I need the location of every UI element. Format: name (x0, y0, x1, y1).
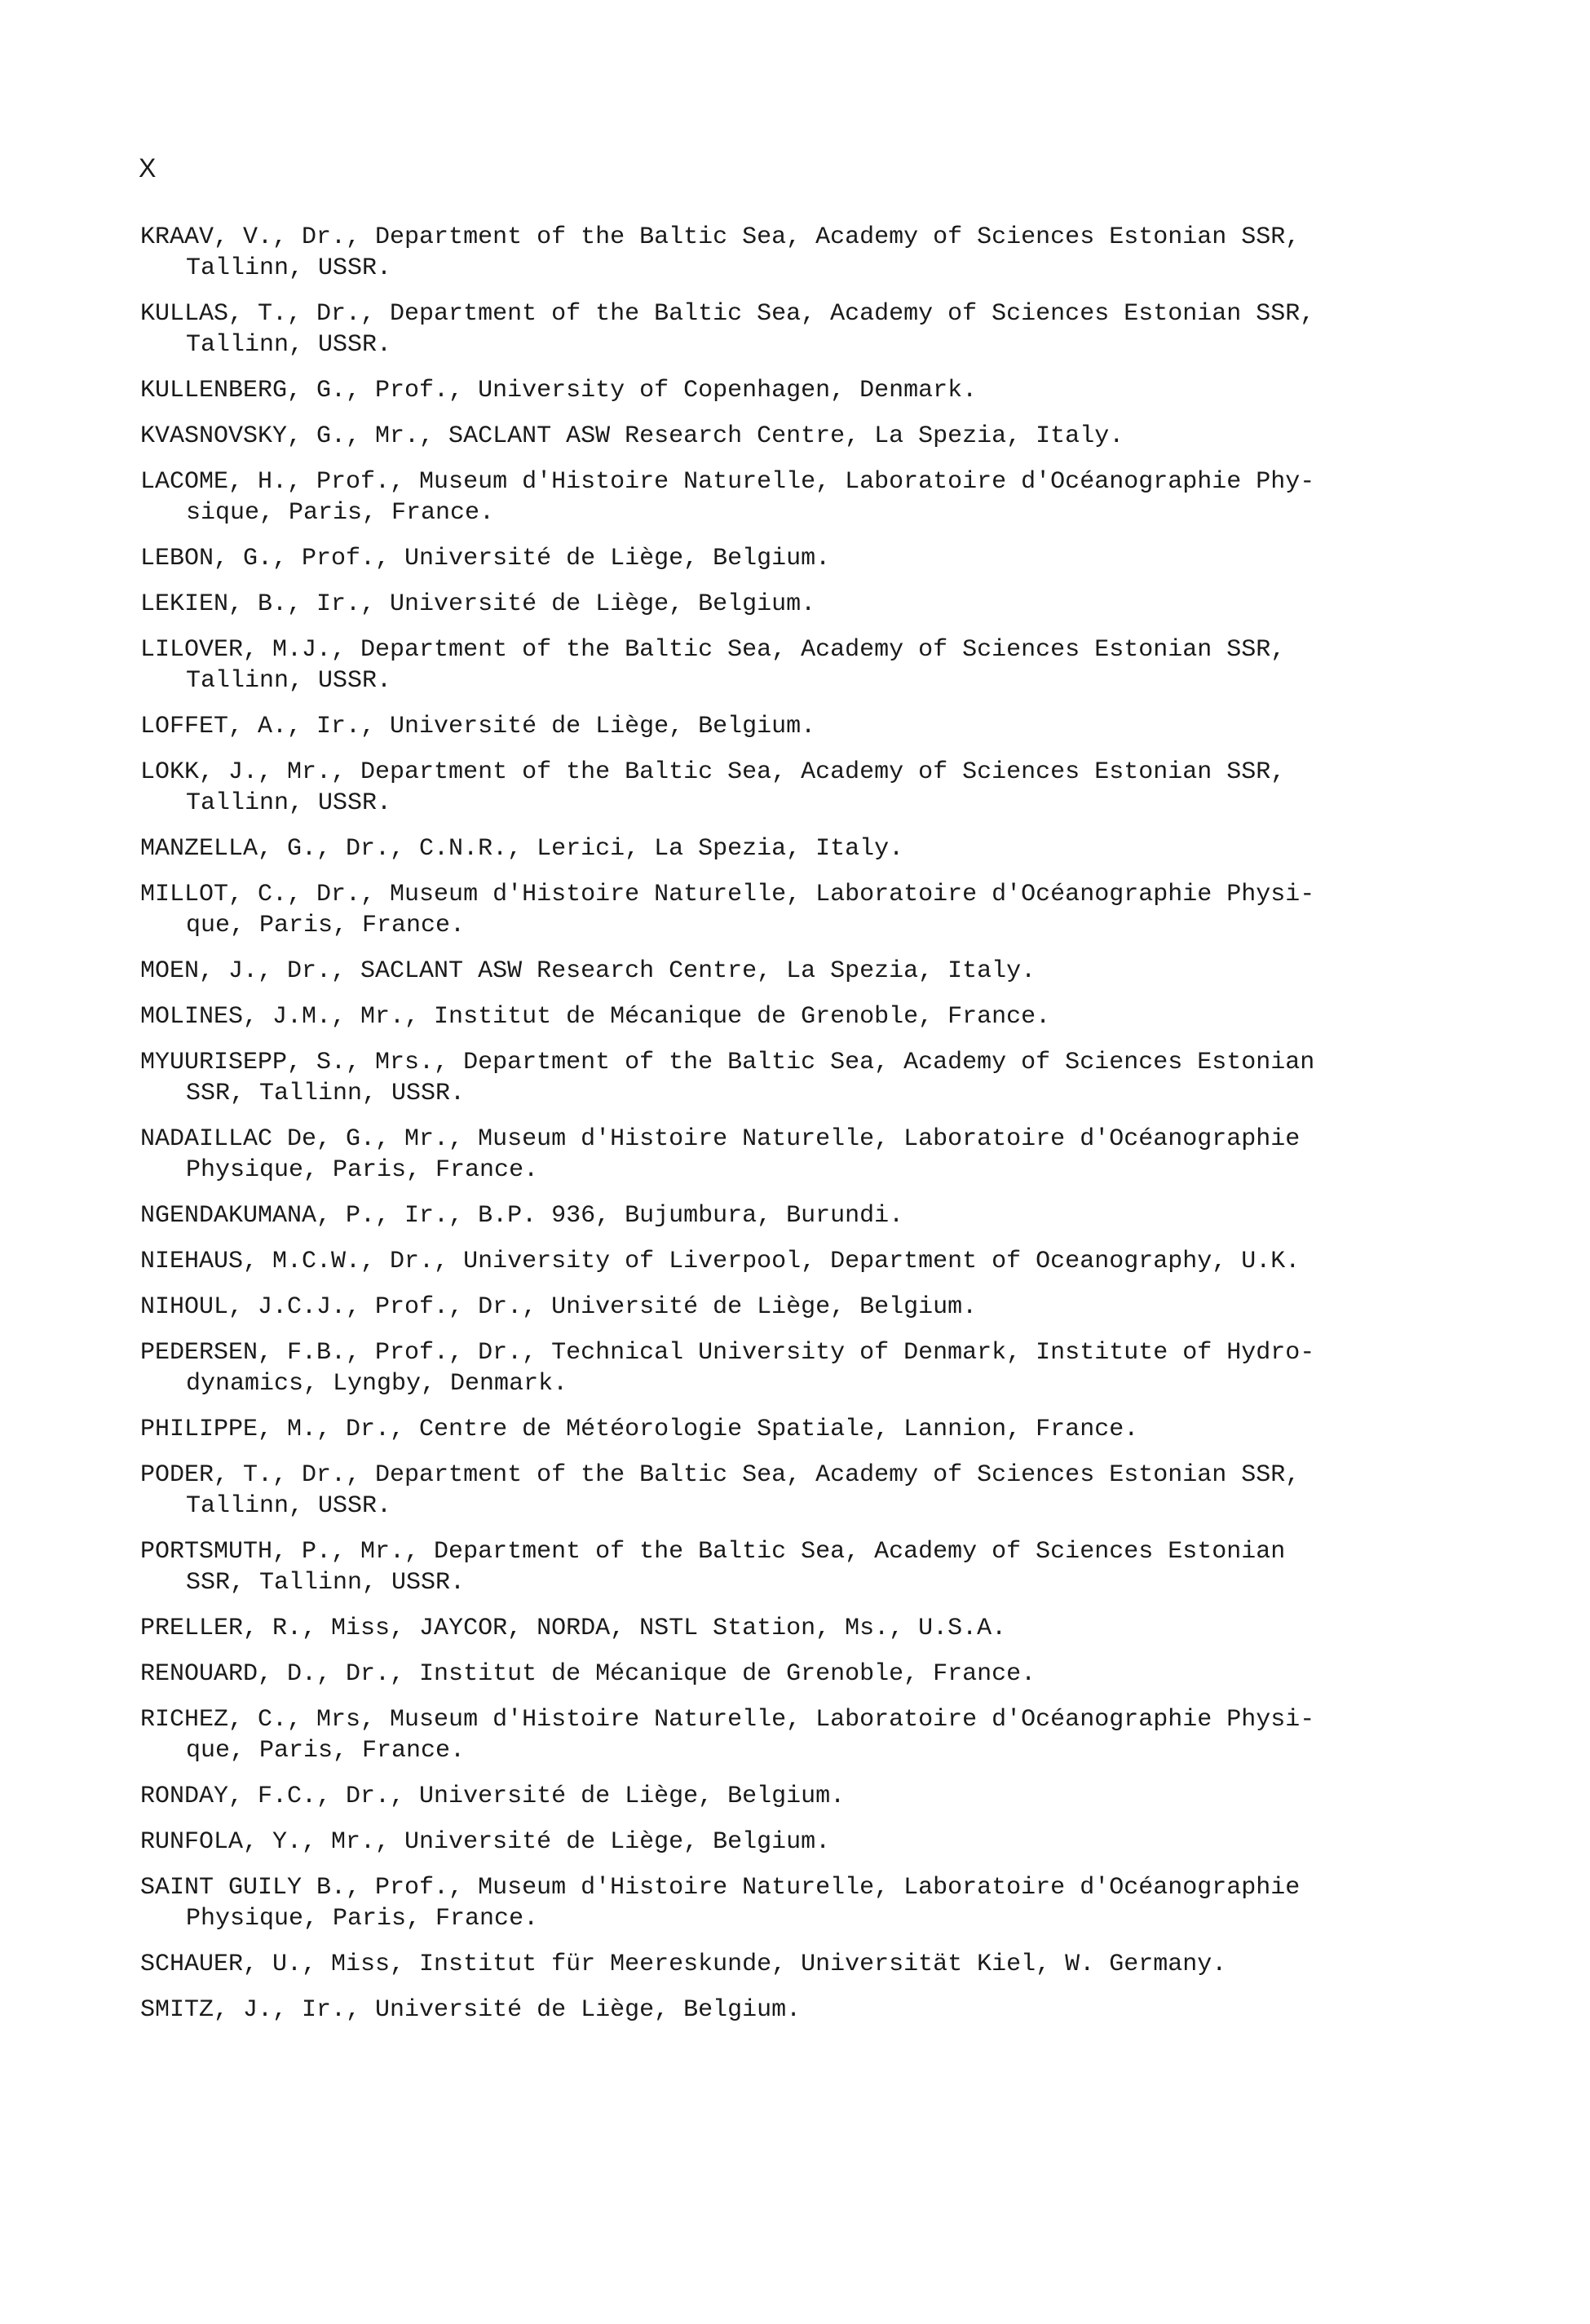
participant-entry-continuation: Tallinn, USSR. (186, 1492, 392, 1520)
participant-entry-continuation: Tallinn, USSR. (186, 667, 392, 695)
participant-entry (140, 1246, 1412, 1277)
participant-entry-line: KRAAV, V., Dr., Department of the Baltic Sea, Academy of Sciences Estonian SSR, (140, 223, 1301, 251)
participant-entry (140, 711, 1412, 742)
participant-entry-line: MILLOT, C., Dr., Museum d'Histoire Naturelle, Laboratoire d'Océanographie Physi- (140, 881, 1315, 908)
participant-entry (140, 634, 1412, 696)
participant-entry-continuation: Physique, Paris, France. (186, 1156, 539, 1184)
participant-entry-continuation: sique, Paris, France. (186, 499, 495, 527)
participant-entry (140, 1872, 1412, 1934)
participant-entry-continuation: Tallinn, USSR. (186, 789, 392, 817)
participant-entry-line: LEKIEN, B., Ir., Université de Liège, Belgium. (140, 590, 816, 618)
participant-entry-line: RENOUARD, D., Dr., Institut de Mécanique de Grenoble, France. (140, 1660, 1036, 1688)
participant-entry-line: MOEN, J., Dr., SACLANT ASW Research Centre, La Spezia, Italy. (140, 957, 1036, 985)
participant-entry-continuation: que, Paris, France. (186, 912, 466, 939)
participant-entry-line: PHILIPPE, M., Dr., Centre de Météorologie Spatiale, Lannion, France. (140, 1416, 1139, 1443)
participant-entry (140, 833, 1412, 864)
participant-entry (140, 1613, 1412, 1644)
participant-entry-continuation: dynamics, Lyngby, Denmark. (186, 1370, 568, 1398)
participant-entry (140, 1659, 1412, 1690)
participant-entry (140, 1704, 1412, 1766)
participant-entry-line: PEDERSEN, F.B., Prof., Dr., Technical University of Denmark, Institute of Hydro- (140, 1339, 1315, 1367)
participant-entry-line: RICHEZ, C., Mrs, Museum d'Histoire Naturelle, Laboratoire d'Océanographie Physi- (140, 1706, 1315, 1734)
participant-list (140, 222, 1412, 2040)
participant-entry (140, 466, 1412, 528)
participant-entry-line: PODER, T., Dr., Department of the Baltic Sea, Academy of Sciences Estonian SSR, (140, 1461, 1301, 1489)
participant-entry-line: SAINT GUILY B., Prof., Museum d'Histoire Naturelle, Laboratoire d'Océanographie (140, 1874, 1301, 1902)
participant-entry (140, 1995, 1412, 2026)
participant-entry (140, 421, 1412, 452)
participant-entry-line: NADAILLAC De, G., Mr., Museum d'Histoire Naturelle, Laboratoire d'Océanographie (140, 1125, 1301, 1153)
participant-entry-line: PORTSMUTH, P., Mr., Department of the Baltic Sea, Academy of Sciences Estonian (140, 1538, 1286, 1566)
participant-entry-continuation: SSR, Tallinn, USSR. (186, 1569, 466, 1597)
participant-entry (140, 1124, 1412, 1186)
participant-entry-line: MANZELLA, G., Dr., C.N.R., Lerici, La Spezia, Italy. (140, 835, 904, 863)
participant-entry (140, 1337, 1412, 1399)
participant-entry-line: NGENDAKUMANA, P., Ir., B.P. 936, Bujumbura, Burundi. (140, 1202, 904, 1230)
participant-entry-line: PRELLER, R., Miss, JAYCOR, NORDA, NSTL Station, Ms., U.S.A. (140, 1615, 1007, 1642)
participant-entry-line: RUNFOLA, Y., Mr., Université de Liège, Belgium. (140, 1828, 831, 1856)
participant-entry (140, 1460, 1412, 1522)
participant-entry-line: KULLENBERG, G., Prof., University of Copenhagen, Denmark. (140, 377, 978, 404)
participant-entry-line: RONDAY, F.C., Dr., Université de Liège, Belgium. (140, 1783, 846, 1810)
participant-entry-line: SCHAUER, U., Miss, Institut für Meereskunde, Universität Kiel, W. Germany. (140, 1951, 1227, 1978)
page-number: X (139, 153, 157, 183)
participant-entry-line: LOFFET, A., Ir., Université de Liège, Belgium. (140, 713, 816, 740)
participant-entry (140, 1414, 1412, 1445)
participant-entry-continuation: que, Paris, France. (186, 1737, 466, 1765)
participant-entry (140, 1292, 1412, 1323)
participant-entry (140, 1001, 1412, 1032)
participant-entry (140, 956, 1412, 987)
participant-entry (140, 543, 1412, 574)
participant-entry-line: MYUURISEPP, S., Mrs., Department of the Baltic Sea, Academy of Sciences Estonian (140, 1049, 1315, 1076)
participant-entry (140, 1827, 1412, 1858)
participant-entry-continuation: SSR, Tallinn, USSR. (186, 1080, 466, 1107)
participant-entry (140, 375, 1412, 406)
participant-entry-line: LILOVER, M.J., Department of the Baltic Sea, Academy of Sciences Estonian SSR, (140, 636, 1286, 664)
participant-entry-line: NIEHAUS, M.C.W., Dr., University of Liverpool, Department of Oceanography, U.K. (140, 1248, 1301, 1275)
participant-entry-continuation: Physique, Paris, France. (186, 1905, 539, 1933)
participant-entry-line: MOLINES, J.M., Mr., Institut de Mécanique de Grenoble, France. (140, 1003, 1051, 1031)
participant-entry (140, 1536, 1412, 1598)
participant-entry (140, 879, 1412, 941)
participant-entry-line: LOKK, J., Mr., Department of the Baltic Sea, Academy of Sciences Estonian SSR, (140, 758, 1286, 786)
participant-entry-continuation: Tallinn, USSR. (186, 254, 392, 282)
participant-entry (140, 1781, 1412, 1812)
participant-entry (140, 222, 1412, 284)
participant-entry (140, 757, 1412, 819)
participant-entry (140, 1047, 1412, 1109)
participant-entry (140, 1200, 1412, 1231)
participant-entry (140, 1949, 1412, 1980)
participant-entry-continuation: Tallinn, USSR. (186, 331, 392, 359)
participant-entry-line: KULLAS, T., Dr., Department of the Baltic Sea, Academy of Sciences Estonian SSR, (140, 300, 1315, 328)
participant-entry-line: SMITZ, J., Ir., Université de Liège, Belgium. (140, 1996, 802, 2024)
participant-entry-line: LACOME, H., Prof., Museum d'Histoire Naturelle, Laboratoire d'Océanographie Phy- (140, 468, 1315, 496)
participant-entry (140, 298, 1412, 360)
participant-entry-line: NIHOUL, J.C.J., Prof., Dr., Université de Liège, Belgium. (140, 1293, 978, 1321)
participant-entry-line: LEBON, G., Prof., Université de Liège, Belgium. (140, 545, 831, 572)
participant-entry-line: KVASNOVSKY, G., Mr., SACLANT ASW Research Centre, La Spezia, Italy. (140, 422, 1124, 450)
participant-entry (140, 589, 1412, 620)
